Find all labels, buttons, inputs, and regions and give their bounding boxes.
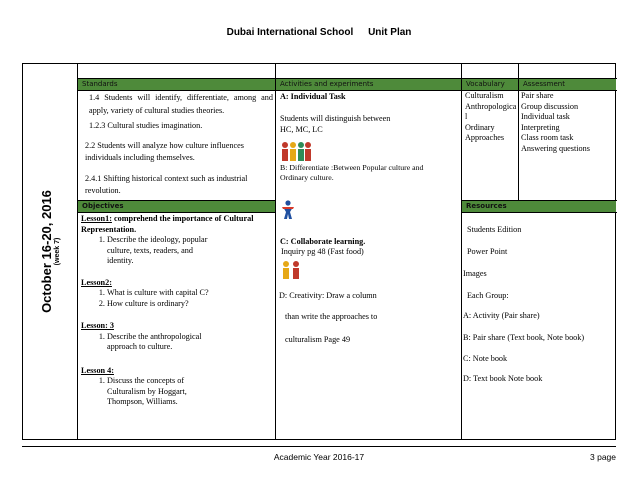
page-title [0,27,638,38]
lesson-2-item-2: 2. How culture is ordinary? [107,299,271,310]
activity-c-title: C: Collaborate learning. [280,237,366,246]
standards-list [85,92,273,197]
academic-year: Academic Year 2016-17 [273,452,365,462]
standards-header: Standards [78,79,275,90]
resource-item: B: Pair share (Text book, Note book) [463,333,585,342]
assessment-item: Interpreting [521,122,560,132]
lesson-1-item: 1. Describe the ideology, popular culture, texts, readers, and identity. [107,235,216,267]
assessment-item: Class room task [521,133,574,142]
vocab-item: Approaches [465,133,505,142]
activity-a-title: A: Individual Task [280,92,346,101]
assessment-list [521,91,591,154]
school-name: Dubai International School [226,27,354,38]
assessment-item: Individual task [521,112,570,121]
person-icon [281,200,295,220]
objectives-content [81,214,271,408]
activity-b-text: B: Differentiate :Between Popular culture and Ordinary culture. [280,163,424,182]
lesson-2-label: Lesson2: [81,277,112,287]
resource-item: Each Group: [467,291,509,300]
week-sidebar [23,64,77,439]
group-people-icon [280,141,312,163]
resource-item: A: Activity (Pair share) [463,311,540,320]
lesson-1-heading [81,214,271,235]
vocabulary-list [465,91,517,144]
standard-2-2: 2.2 Students will analyze how culture influences individuals including themselves. [85,141,244,162]
assessment-item: Pair share [521,91,554,100]
vocabulary-header: Vocabulary [462,79,518,90]
assessment-header: Assessment [519,79,616,90]
resources-header: Resources [462,201,616,212]
week-number: (week 7) [53,237,61,266]
vocab-item: Ordinary [465,122,495,132]
standard-1-2-3: 1.2.3 Cultural studies imagination. [89,121,203,130]
resource-item: Images [463,269,487,278]
unit-plan-table [22,63,616,440]
resource-item: C: Note book [463,354,508,363]
assessment-item: Group discussion [521,101,579,111]
lesson-4-item: 1. Discuss the concepts of Culturalism by Hoggart, Thompson, Williams. [107,376,211,408]
document-type: Unit Plan [368,27,412,38]
lesson-1-title: comprehend the importance of Cultural Representation. [81,214,254,234]
lesson-1-label: Lesson1: [81,214,112,223]
footer-divider [22,446,616,447]
lesson-3-item: 1. Describe the anthropological approach to culture. [107,332,221,353]
activity-c-text: Inquiry pg 48 (Fast food) [281,247,364,256]
resource-item: Power Point [467,247,508,256]
pair-people-icon [280,260,304,280]
vocab-item: Culturalism [465,91,504,100]
assessment-item: Answering questions [521,143,590,153]
activity-d-line1: D: Creativity: Draw a column [279,291,377,300]
activity-d-line3: culturalism Page 49 [285,335,351,344]
lesson-2-item-1: 1. What is culture with capital C? [107,288,271,299]
resource-item: Students Edition [467,225,522,234]
vocab-item: Anthropological [465,101,517,121]
resource-item: D: Text book Note book [463,374,543,383]
standard-1-4: 1.4 Students will identify, differentiate, among and apply, variety of cultural studies theories. [89,93,273,115]
standard-2-4-1: 2.4.1 Shifting historical context such as industrial revolution. [85,174,248,195]
lesson-3-label: Lesson: 3 [81,321,114,330]
activity-a-text: Students will distinguish between HC, MC, LC [280,114,391,134]
activity-d-line2: than write the approaches to [285,312,378,321]
week-dates: October 16-20, 2016 [38,190,54,313]
activities-header: Activities and experiments [276,79,461,90]
page-number: 3 page [590,452,616,462]
lesson-4-label: Lesson 4: [81,365,114,375]
objectives-header: Objectives [78,201,275,212]
